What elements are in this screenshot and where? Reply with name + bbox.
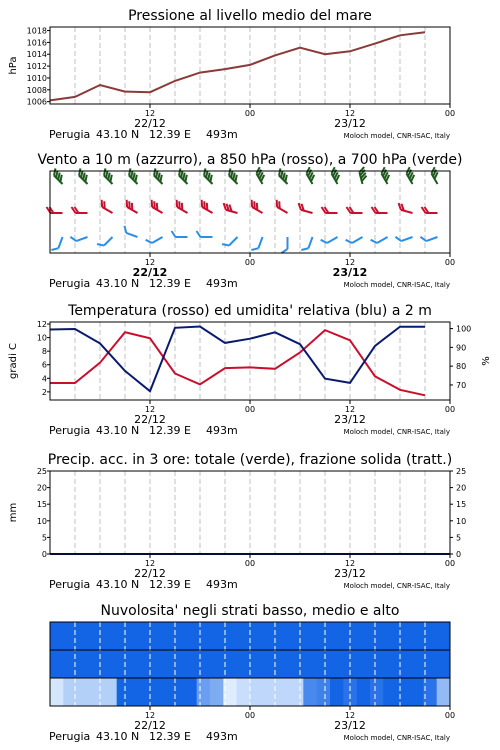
wind-barb — [255, 167, 268, 184]
x-tick-label: 00 — [444, 109, 456, 118]
cloud-cell — [303, 622, 317, 650]
cloud-cell — [103, 650, 117, 678]
y-tick-label-left: 5 — [41, 533, 47, 543]
wind-barb — [251, 235, 262, 252]
location-lon: 12.39 E — [149, 730, 191, 743]
cloud-cell — [437, 678, 451, 706]
wind-barb — [395, 231, 412, 242]
cloud-cell — [183, 622, 197, 650]
y-tick-label: 1006 — [26, 97, 47, 107]
x-tick-label: 00 — [444, 258, 456, 267]
cloud-cell — [170, 678, 184, 706]
location-alt: 493m — [206, 578, 238, 591]
wind-barb — [372, 207, 388, 213]
date-label: 22/12 — [134, 413, 166, 426]
wind-barb — [172, 231, 188, 237]
cloud-cell — [383, 678, 397, 706]
location-alt: 493m — [206, 128, 238, 141]
cloud-cell — [210, 622, 224, 650]
x-tick-label: 12 — [344, 109, 356, 118]
cloud-cell — [183, 650, 197, 678]
model-credit: Moloch model, CNR-ISAC, Italy — [343, 281, 450, 289]
cloud-cell — [357, 678, 371, 706]
cloud-cell — [183, 678, 197, 706]
cloud-cell — [290, 622, 304, 650]
cloud-cell — [357, 622, 371, 650]
y-tick-label: 1014 — [26, 50, 47, 60]
y-tick-label-left: 25 — [36, 467, 47, 476]
wind-barb — [124, 200, 141, 213]
wind-barb — [174, 200, 191, 213]
cloud-cell — [50, 622, 64, 650]
wind-barb — [197, 231, 213, 237]
cloud-cell — [130, 650, 144, 678]
location-alt: 493m — [206, 730, 238, 743]
x-tick-label: 12 — [144, 711, 156, 720]
cloud-cell — [210, 650, 224, 678]
chart-title: Temperatura (rosso) ed umidita' relativa (blu) a 2 m — [68, 303, 432, 319]
cloud-cell — [130, 622, 144, 650]
cloud-cell — [410, 650, 424, 678]
wind-barb — [405, 167, 418, 184]
cloud-cell — [277, 622, 291, 650]
cloud-cell — [330, 622, 344, 650]
y-tick-label-right: 20 — [456, 483, 467, 493]
y-tick-label-left: 15 — [36, 500, 47, 510]
location-place: Perugia — [49, 424, 91, 437]
x-tick-label: 00 — [444, 559, 456, 568]
cloud-cell — [90, 622, 104, 650]
cloud-cell — [437, 622, 451, 650]
wind-barb — [422, 207, 438, 213]
cloud-cell — [250, 622, 264, 650]
location-lat: 43.10 N — [96, 277, 140, 290]
cloud-cell — [157, 650, 171, 678]
y-tick-label-left: 8 — [41, 347, 47, 357]
wind-barb — [330, 167, 343, 184]
cloud-cell — [197, 650, 211, 678]
y-tick-label-right: 5 — [456, 533, 462, 543]
date-label: 22/12 — [134, 719, 166, 732]
wind-barb — [97, 233, 113, 249]
cloud-cell — [90, 678, 104, 706]
cloud-cell — [290, 678, 304, 706]
cloud-cell — [170, 650, 184, 678]
x-tick-label: 12 — [144, 109, 156, 118]
y-axis-label-right: % — [481, 356, 492, 366]
x-tick-label: 00 — [244, 109, 256, 118]
cloud-cell — [370, 622, 384, 650]
cloud-cell — [397, 650, 411, 678]
y-tick-label-left: 20 — [36, 483, 47, 493]
y-tick-label-left: 10 — [36, 333, 47, 343]
date-label: 23/12 — [334, 719, 366, 732]
cloud-cell — [383, 650, 397, 678]
x-tick-label: 00 — [244, 559, 256, 568]
y-tick-label-left: 2 — [41, 387, 47, 397]
x-tick-label: 12 — [144, 405, 156, 414]
wind-barb — [430, 167, 443, 184]
cloud-cell — [170, 622, 184, 650]
cloud-cell — [117, 650, 131, 678]
y-tick-label: 1008 — [26, 85, 47, 95]
x-tick-label: 12 — [144, 258, 156, 267]
cloud-cell — [317, 650, 331, 678]
cloud-cell — [237, 622, 251, 650]
cloud-cell — [157, 622, 171, 650]
y-axis-label: mm — [8, 502, 19, 523]
cloud-cell — [117, 622, 131, 650]
wind-barb — [47, 207, 63, 213]
cloud-cell — [130, 678, 144, 706]
cloud-cell — [370, 678, 384, 706]
wind-barb — [420, 231, 437, 242]
model-credit: Moloch model, CNR-ISAC, Italy — [343, 734, 450, 742]
cloud-cell — [277, 678, 291, 706]
wind-barb — [346, 232, 363, 245]
cloud-cell — [410, 622, 424, 650]
date-label: 23/12 — [334, 567, 366, 580]
chart-title: Precip. acc. in 3 ore: totale (verde), frazione solida (tratt.) — [47, 452, 453, 468]
y-tick-label-left: 10 — [36, 516, 47, 526]
wind-barb — [274, 200, 291, 213]
y-tick-label-left: 12 — [36, 320, 47, 330]
wind-barb — [199, 200, 216, 213]
cloud-cell — [370, 650, 384, 678]
location-alt: 493m — [206, 424, 238, 437]
x-tick-label: 12 — [344, 711, 356, 720]
y-tick-label-left: 6 — [41, 360, 47, 370]
cloud-cell — [77, 650, 91, 678]
y-tick-label-right: 90 — [456, 343, 467, 353]
wind-barb — [301, 235, 312, 252]
location-lon: 12.39 E — [149, 277, 191, 290]
cloud-cell — [330, 678, 344, 706]
y-tick-label-right: 70 — [456, 380, 467, 390]
cloud-cell — [50, 678, 64, 706]
y-tick-label: 1012 — [26, 62, 47, 72]
cloud-cell — [197, 622, 211, 650]
x-tick-label: 12 — [344, 559, 356, 568]
cloud-cell — [197, 678, 211, 706]
model-credit: Moloch model, CNR-ISAC, Italy — [343, 582, 450, 590]
cloud-cell — [77, 622, 91, 650]
y-tick-label-left: 4 — [41, 374, 47, 384]
x-tick-label: 12 — [344, 405, 356, 414]
location-place: Perugia — [49, 578, 91, 591]
cloud-cell — [237, 678, 251, 706]
cloud-cell — [383, 622, 397, 650]
wind-barb — [371, 232, 388, 245]
wind-barb — [282, 237, 288, 253]
location-place: Perugia — [49, 128, 91, 141]
x-tick-label: 00 — [244, 258, 256, 267]
location-lon: 12.39 E — [149, 578, 191, 591]
cloud-cell — [103, 678, 117, 706]
cloud-cell — [303, 678, 317, 706]
y-axis-label-left: gradi C — [8, 343, 19, 379]
cloud-cell — [103, 622, 117, 650]
cloud-cell — [357, 650, 371, 678]
wind-barb — [99, 200, 116, 213]
location-lat: 43.10 N — [96, 424, 140, 437]
cloud-cell — [303, 650, 317, 678]
x-tick-label: 00 — [244, 711, 256, 720]
cloud-cell — [277, 650, 291, 678]
y-tick-label: 1010 — [26, 73, 47, 83]
y-axis-label: hPa — [8, 56, 19, 75]
date-label: 22/12 — [134, 567, 166, 580]
chart-title: Pressione al livello medio del mare — [128, 8, 372, 24]
x-tick-label: 12 — [144, 559, 156, 568]
location-lon: 12.39 E — [149, 128, 191, 141]
wind-barb — [51, 235, 62, 252]
x-tick-label: 00 — [244, 405, 256, 414]
cloud-cell — [410, 678, 424, 706]
cloud-cell — [50, 650, 64, 678]
cloud-cell — [330, 650, 344, 678]
y-tick-label-right: 100 — [456, 324, 472, 334]
model-credit: Moloch model, CNR-ISAC, Italy — [343, 428, 450, 436]
cloud-cell — [117, 678, 131, 706]
location-place: Perugia — [49, 730, 91, 743]
pressure-line — [50, 32, 425, 100]
cloud-cell — [77, 678, 91, 706]
y-tick-label-right: 80 — [456, 362, 467, 372]
y-tick-label: 1018 — [26, 26, 47, 36]
cloud-cell — [397, 678, 411, 706]
cloud-cell — [250, 678, 264, 706]
chart-title: Vento a 10 m (azzurro), a 850 hPa (rosso), a 700 hPa (verde) — [37, 152, 463, 168]
date-label: 22/12 — [132, 266, 168, 279]
wind-barb — [72, 207, 88, 213]
cloud-cell — [237, 650, 251, 678]
model-credit: Moloch model, CNR-ISAC, Italy — [343, 132, 450, 140]
wind-barb — [380, 167, 393, 184]
wind-barb — [321, 232, 338, 245]
y-tick-label-right: 15 — [456, 500, 467, 510]
location-lat: 43.10 N — [96, 578, 140, 591]
wind-barb — [347, 207, 363, 213]
wind-barb — [305, 167, 318, 184]
date-label: 23/12 — [334, 117, 366, 130]
location-lat: 43.10 N — [96, 730, 140, 743]
location-alt: 493m — [206, 277, 238, 290]
cloud-cell — [250, 650, 264, 678]
humidity-line — [50, 327, 425, 392]
cloud-cell — [210, 678, 224, 706]
y-tick-label: 1016 — [26, 38, 47, 48]
wind-barb — [358, 167, 368, 184]
wind-barb — [322, 207, 338, 213]
cloud-cell — [290, 650, 304, 678]
location-place: Perugia — [49, 277, 91, 290]
date-label: 22/12 — [134, 117, 166, 130]
cloud-cell — [157, 678, 171, 706]
date-label: 23/12 — [332, 266, 368, 279]
cloud-cell — [437, 650, 451, 678]
wind-barb — [149, 200, 166, 213]
y-tick-label-right: 0 — [456, 550, 462, 559]
x-tick-label: 00 — [444, 405, 456, 414]
x-tick-label: 12 — [344, 258, 356, 267]
location-lat: 43.10 N — [96, 128, 140, 141]
wind-barb — [222, 233, 238, 249]
wind-barb — [249, 200, 266, 213]
location-lon: 12.39 E — [149, 424, 191, 437]
cloud-cell — [397, 622, 411, 650]
x-tick-label: 00 — [444, 711, 456, 720]
y-tick-label-left: 0 — [41, 550, 47, 559]
y-tick-label-right: 25 — [456, 467, 467, 476]
chart-title: Nuvolosita' negli strati basso, medio e alto — [100, 603, 400, 619]
date-label: 23/12 — [334, 413, 366, 426]
cloud-cell — [317, 622, 331, 650]
cloud-cell — [90, 650, 104, 678]
wind-barb — [146, 232, 163, 245]
cloud-cell — [317, 678, 331, 706]
wind-barb — [70, 231, 87, 242]
y-tick-label-right: 10 — [456, 516, 467, 526]
